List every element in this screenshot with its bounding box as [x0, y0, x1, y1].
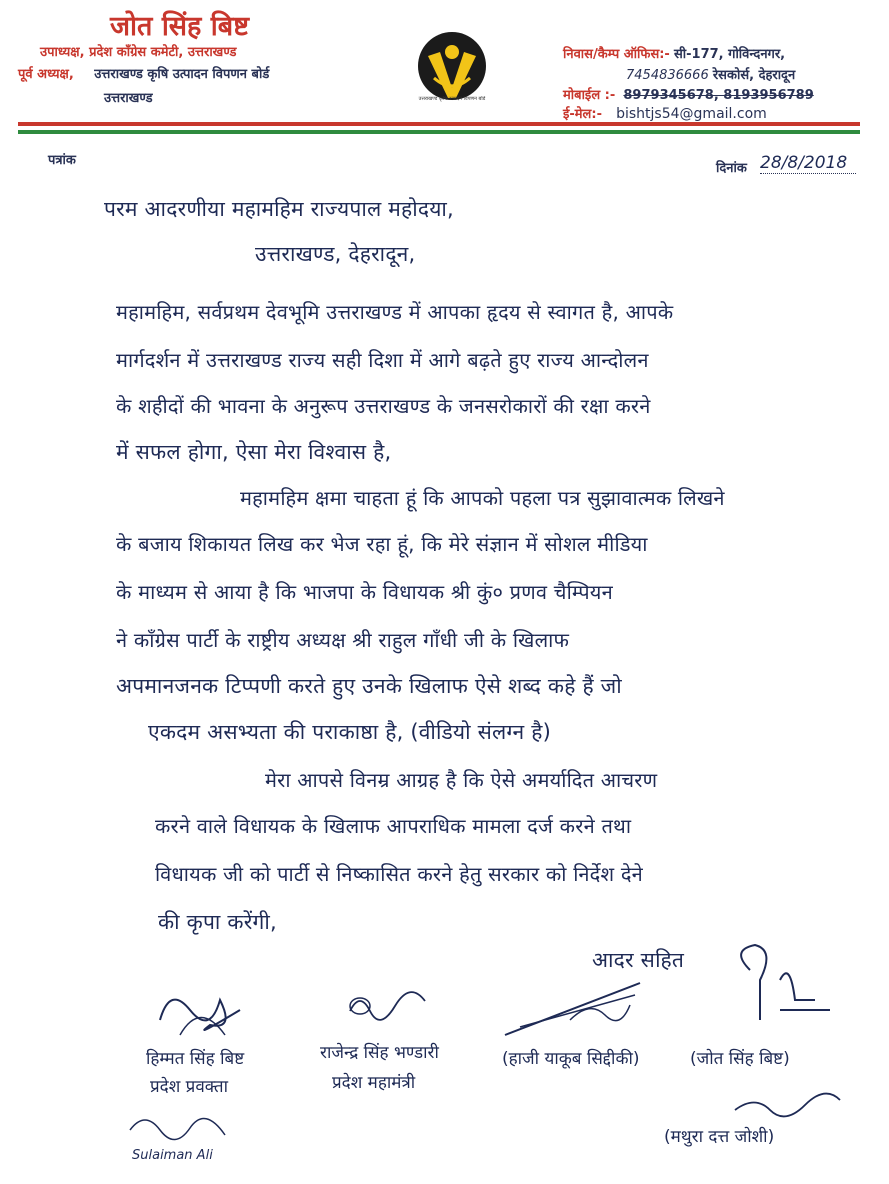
office-address-2: रेसकोर्स, देहरादून: [712, 68, 796, 83]
office-address-1: सी-177, गोविन्दनगर,: [673, 47, 786, 62]
body-line-8: ने कॉंग्रेस पार्टी के राष्ट्रीय अध्यक्ष श्री राहुल गाँधी जी के खिलाफ: [116, 628, 570, 652]
mobile-number: 8979345678, 8193956789: [623, 88, 814, 103]
body-line-11: मेरा आपसे विनम्र आग्रह है कि ऐसे अमर्यादित आचरण: [265, 768, 658, 792]
date-underline: [760, 173, 856, 174]
handwritten-phone: 7454836666: [626, 68, 709, 83]
body-line-13: विधायक जी को पार्टी से निष्कासित करने हेतु सरकार को निर्देश देने: [155, 862, 643, 886]
body-line-12: करने वाले विधायक के खिलाफ आपराधिक मामला दर्ज करने तथा: [155, 814, 632, 838]
signatory-4-name: (जोत सिंह बिष्ट): [690, 1049, 790, 1069]
body-line-6: के बजाय शिकायत लिख कर भेज रहा हूं, कि मेरे संज्ञान में सोशल मीडिया: [116, 532, 648, 556]
mobile-line: [563, 85, 814, 103]
office-label: निवास/कैम्प ऑफिस:-: [563, 47, 670, 62]
letterhead-position-2: [18, 64, 269, 82]
email-label: ई-मेल:-: [563, 107, 602, 122]
stripe-white: [18, 127, 860, 129]
signatory-6-name: Sulaiman Ali: [132, 1148, 213, 1163]
signature-1-mark: [150, 980, 260, 1050]
signatory-3-name: (हाजी याकूब सिद्दीकी): [502, 1049, 640, 1069]
board-name: उत्तराखण्ड कृषि उत्पादन विपणन बोर्ड: [94, 67, 270, 82]
body-line-9: अपमानजनक टिप्पणी करते हुए उनके खिलाफ ऐसे शब्द कहे हैं जो: [116, 674, 622, 698]
office-address-line-2: [626, 65, 795, 83]
former-label: पूर्व अध्यक्ष,: [18, 67, 74, 82]
signatory-2-title: प्रदेश महामंत्री: [332, 1073, 416, 1093]
signature-5-mark: [730, 1085, 860, 1125]
body-line-1: महामहिम, सर्वप्रथम देवभूमि उत्तराखण्ड में आपका हृदय से स्वागत है, आपके: [116, 300, 674, 324]
body-line-10: एकदम असभ्यता की पराकाष्ठा है, (वीडियो संलग्न है): [148, 720, 551, 744]
body-line-7: के माध्यम से आया है कि भाजपा के विधायक श्री कुं० प्रणव चैम्पियन: [116, 580, 613, 604]
date-value: 28/8/2018: [760, 153, 848, 173]
body-line-4: में सफल होगा, ऐसा मेरा विश्वास है,: [116, 440, 392, 464]
board-logo: [404, 22, 500, 118]
salutation: परम आदरणीया महामहिम राज्यपाल महोदया,: [104, 197, 454, 221]
signature-3-mark: [500, 975, 650, 1045]
email-address: bishtjs54@gmail.com: [616, 106, 767, 122]
body-line-3: के शहीदों की भावना के अनुरूप उत्तराखण्ड के जनसरोकारों की रक्षा करने: [116, 394, 651, 418]
stripe-red: [18, 122, 860, 126]
place-line: उत्तराखण्ड, देहरादून,: [255, 242, 416, 266]
signatory-5-name: (मथुरा दत्त जोशी): [664, 1127, 775, 1147]
body-line-14: की कृपा करेंगी,: [158, 910, 277, 934]
signature-6-mark: [125, 1110, 235, 1150]
letterhead-position-1: उपाध्यक्ष, प्रदेश कॉंग्रेस कमेटी, उत्तराखण्ड: [40, 45, 237, 60]
signature-4-mark: [720, 940, 840, 1030]
body-line-2: मार्गदर्शन में उत्तराखण्ड राज्य सही दिशा में आगे बढ़ते हुए राज्य आन्दोलन: [116, 348, 649, 372]
body-line-5: महामहिम क्षमा चाहता हूं कि आपको पहला पत्र सुझावात्मक लिखने: [240, 486, 725, 510]
signatory-1-title: प्रदेश प्रवक्ता: [150, 1077, 228, 1097]
signatory-2-name: राजेन्द्र सिंह भण्डारी: [320, 1043, 439, 1063]
stripe-green: [18, 130, 860, 134]
letterhead-position-3: उत्तराखण्ड: [104, 91, 153, 106]
signature-2-mark: [345, 986, 435, 1026]
logo-caption: उत्तराखण्ड कृषि उत्पादन विपणन बोर्ड: [418, 96, 486, 102]
date-label: दिनांक: [716, 161, 747, 176]
email-line: [563, 104, 767, 122]
ref-label: पत्रांक: [48, 153, 76, 168]
signatory-1-name: हिम्मत सिंह बिष्ट: [146, 1049, 245, 1069]
mobile-label: मोबाईल :-: [563, 88, 616, 103]
letterhead-name: जोत सिंह बिष्ट: [110, 11, 249, 42]
office-address-line: [563, 44, 785, 62]
closing: आदर सहित: [592, 948, 685, 972]
